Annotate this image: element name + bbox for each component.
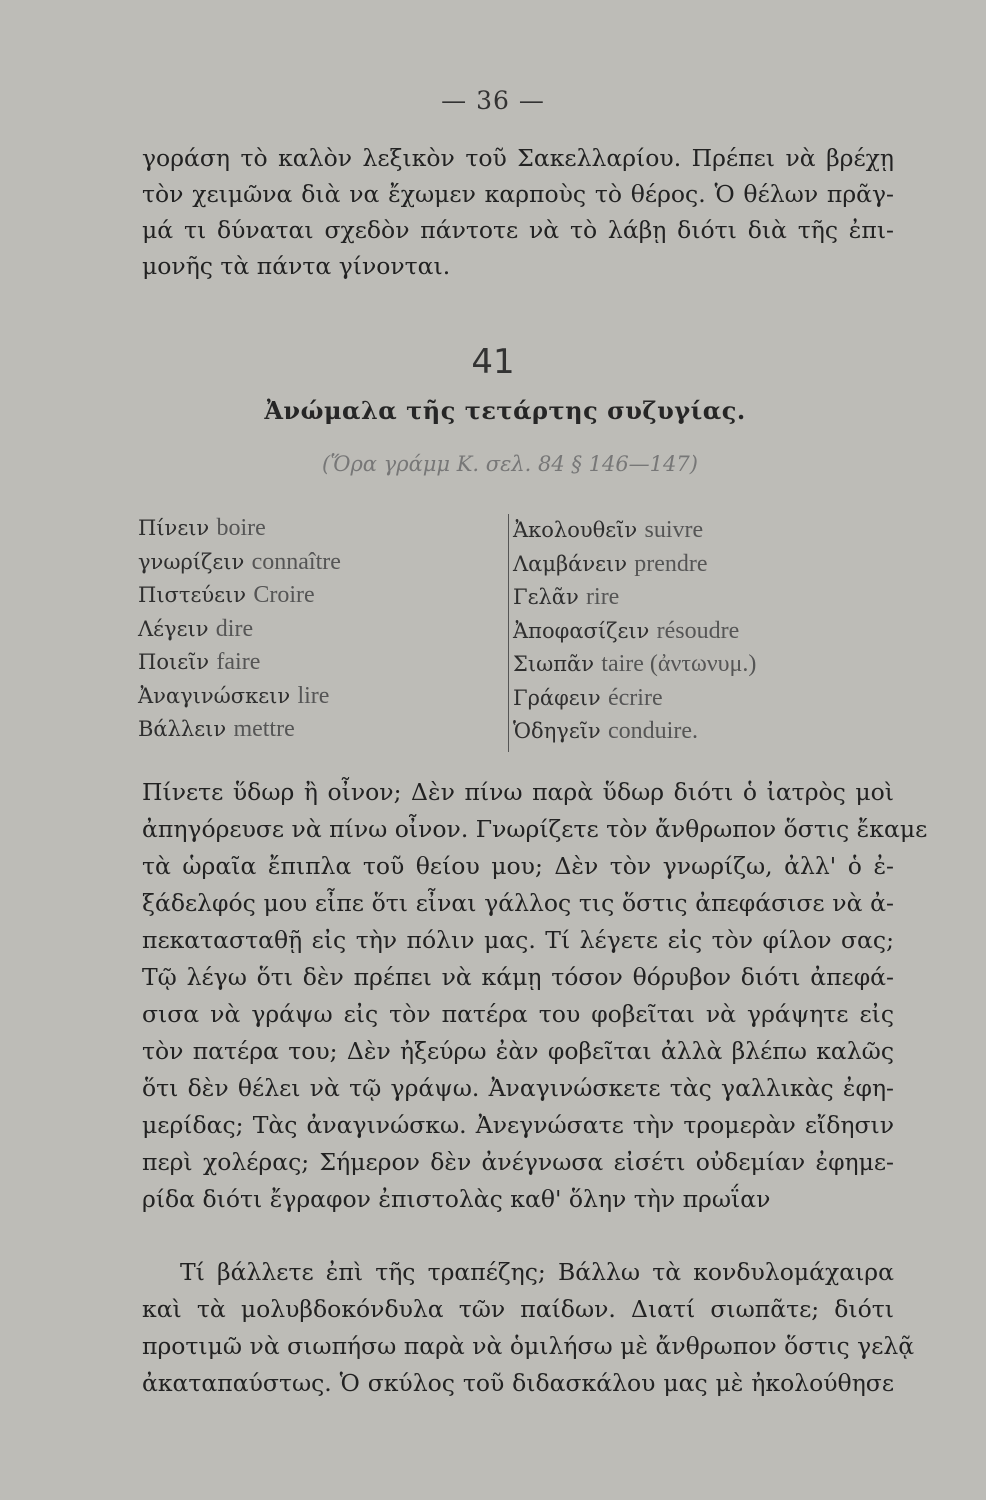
exercise-paragraph-2 bbox=[142, 1254, 915, 1402]
text-line: ρίδα διότι ἔγραφον ἐπιστολὰς καθ' ὅλην τὴν πρωΐαν bbox=[142, 1185, 771, 1213]
grammar-reference: (Ὅρα γράμμ Κ. σελ. 84 § 146—147) bbox=[322, 452, 698, 476]
text-line: μονῆς τὰ πάντα γίνονται. bbox=[142, 252, 451, 280]
text-line: πεκατασταθῇ εἰς τὴν πόλιν μας. Τί λέγετε εἰς τὸν φίλον σας; bbox=[142, 926, 894, 954]
text-line: ἀκαταπαύστως. Ὁ σκύλος τοῦ διδασκάλου μας μὲ ἠκολούθησε bbox=[142, 1369, 894, 1397]
vocab-entry bbox=[513, 581, 756, 615]
greek-word: Γράφειν bbox=[513, 685, 601, 710]
text-line: σισα νὰ γράψω εἰς τὸν πατέρα του φοβεῖται νὰ γράψητε εἰς bbox=[142, 1000, 894, 1028]
vocab-entry bbox=[513, 715, 756, 749]
french-word: taire (ἀντωνυμ.) bbox=[601, 651, 757, 677]
text-line: γοράση τὸ καλὸν λεξικὸν τοῦ Σακελλαρίου. Πρέπει νὰ βρέχῃ bbox=[142, 144, 894, 172]
greek-word: Ἀκολουθεῖν bbox=[513, 518, 638, 542]
vocab-entry bbox=[138, 613, 341, 647]
greek-word: Βάλλειν bbox=[138, 717, 227, 741]
text-line: ξάδελφός μου εἶπε ὅτι εἶναι γάλλος τις ὅστις ἀπεφάσισε νὰ ἀ- bbox=[142, 889, 894, 917]
french-word: écrire bbox=[608, 684, 663, 711]
greek-word: Πίνειν bbox=[138, 516, 210, 540]
text-line: τὸν πατέρα του; Δὲν ἠξεύρω ἐὰν φοβεῖται ἀλλὰ βλέπω καλῶς bbox=[142, 1037, 894, 1065]
vocab-entry bbox=[513, 648, 756, 682]
text-line: τὸν χειμῶνα διὰ να ἔχωμεν καρποὺς τὸ θέρος. Ὁ θέλων πρᾶγ- bbox=[142, 180, 894, 208]
text-line: ὅτι δὲν θέλει νὰ τῷ γράψω. Ἀναγινώσκετε τὰς γαλλικὰς ἐφη- bbox=[142, 1074, 894, 1102]
french-word: boire bbox=[216, 515, 266, 541]
french-word: résoudre bbox=[656, 617, 740, 644]
greek-word: Πιστεύειν bbox=[138, 583, 247, 607]
vocab-entry bbox=[513, 514, 756, 548]
french-word: conduire. bbox=[608, 718, 698, 744]
text-line: καὶ τὰ μολυβδοκόνδυλα τῶν παίδων. Διατί σιωπᾶτε; διότι bbox=[142, 1295, 894, 1323]
greek-word: Λέγειν bbox=[138, 616, 209, 641]
greek-word: Λαμβάνειν bbox=[513, 551, 627, 576]
greek-word: γνωρίζειν bbox=[138, 549, 245, 574]
lesson-title: Ἀνώμαλα τῆς τετάρτης συζυγίας. bbox=[264, 396, 746, 425]
page-number: — 36 — bbox=[441, 86, 545, 115]
french-word: Croire bbox=[253, 582, 315, 608]
vocab-entry bbox=[138, 680, 341, 714]
text-line: ἀπηγόρευσε νὰ πίνω οἶνον. Γνωρίζετε τὸν ἄνθρωπον ὅστις ἔκαμε bbox=[142, 815, 928, 843]
greek-word: Σιωπᾶν bbox=[513, 652, 594, 676]
french-word: mettre bbox=[233, 716, 295, 742]
text-line: περὶ χολέρας; Σήμερον δὲν ἀνέγνωσα εἰσέτι οὐδεμίαν ἐφημε- bbox=[142, 1148, 894, 1176]
french-word: dire bbox=[215, 615, 254, 642]
vocab-entry bbox=[138, 579, 341, 613]
greek-word: Γελᾶν bbox=[513, 585, 579, 609]
french-word: faire bbox=[216, 649, 261, 675]
lesson-number: 41 bbox=[471, 342, 515, 382]
text-line: τὰ ὡραῖα ἔπιπλα τοῦ θείου μου; Δὲν τὸν γνωρίζω, ἀλλ' ὁ ἐ- bbox=[142, 852, 894, 880]
vocab-entry bbox=[138, 646, 341, 680]
greek-word: Ὁδηγεῖν bbox=[513, 719, 601, 743]
french-word: suivre bbox=[644, 517, 704, 543]
vocab-column-left bbox=[138, 512, 341, 747]
exercise-paragraph bbox=[142, 774, 928, 1218]
greek-word: Ἀποφασίζειν bbox=[513, 618, 650, 643]
text-line: Πίνετε ὕδωρ ἢ οἶνον; Δὲν πίνω παρὰ ὕδωρ διότι ὁ ἰατρὸς μοὶ bbox=[142, 778, 894, 806]
text-line: μερίδας; Τὰς ἀναγινώσκω. Ἀνεγνώσατε τὴν τρομερὰν εἴδησιν bbox=[142, 1111, 894, 1139]
vocab-entry bbox=[513, 615, 756, 649]
text-line: μά τι δύναται σχεδὸν πάντοτε νὰ τὸ λάβῃ διότι διὰ τῆς ἐπι- bbox=[142, 216, 894, 244]
french-word: rire bbox=[586, 584, 620, 610]
text-line: προτιμῶ νὰ σιωπήσω παρὰ νὰ ὁμιλήσω μὲ ἄνθρωπον ὅστις γελᾷ bbox=[142, 1332, 915, 1360]
vocab-entry bbox=[138, 512, 341, 546]
intro-paragraph bbox=[142, 140, 894, 284]
french-word: connaître bbox=[251, 548, 341, 575]
text-line: Τῷ λέγω ὅτι δὲν πρέπει νὰ κάμῃ τόσον θόρυβον διότι ἀπεφά- bbox=[142, 963, 894, 991]
vocab-entry bbox=[138, 713, 341, 747]
greek-word: Ποιεῖν bbox=[138, 650, 210, 674]
text-line: Τί βάλλετε ἐπὶ τῆς τραπέζης; Βάλλω τὰ κονδυλομάχαιρα bbox=[180, 1258, 894, 1286]
vocab-column-right bbox=[508, 514, 756, 752]
vocab-entry bbox=[513, 548, 756, 582]
french-word: lire bbox=[297, 682, 330, 709]
greek-word: Ἀναγινώσκειν bbox=[138, 683, 291, 708]
vocab-entry bbox=[138, 546, 341, 580]
french-word: prendre bbox=[634, 550, 708, 577]
vocab-entry bbox=[513, 682, 756, 716]
